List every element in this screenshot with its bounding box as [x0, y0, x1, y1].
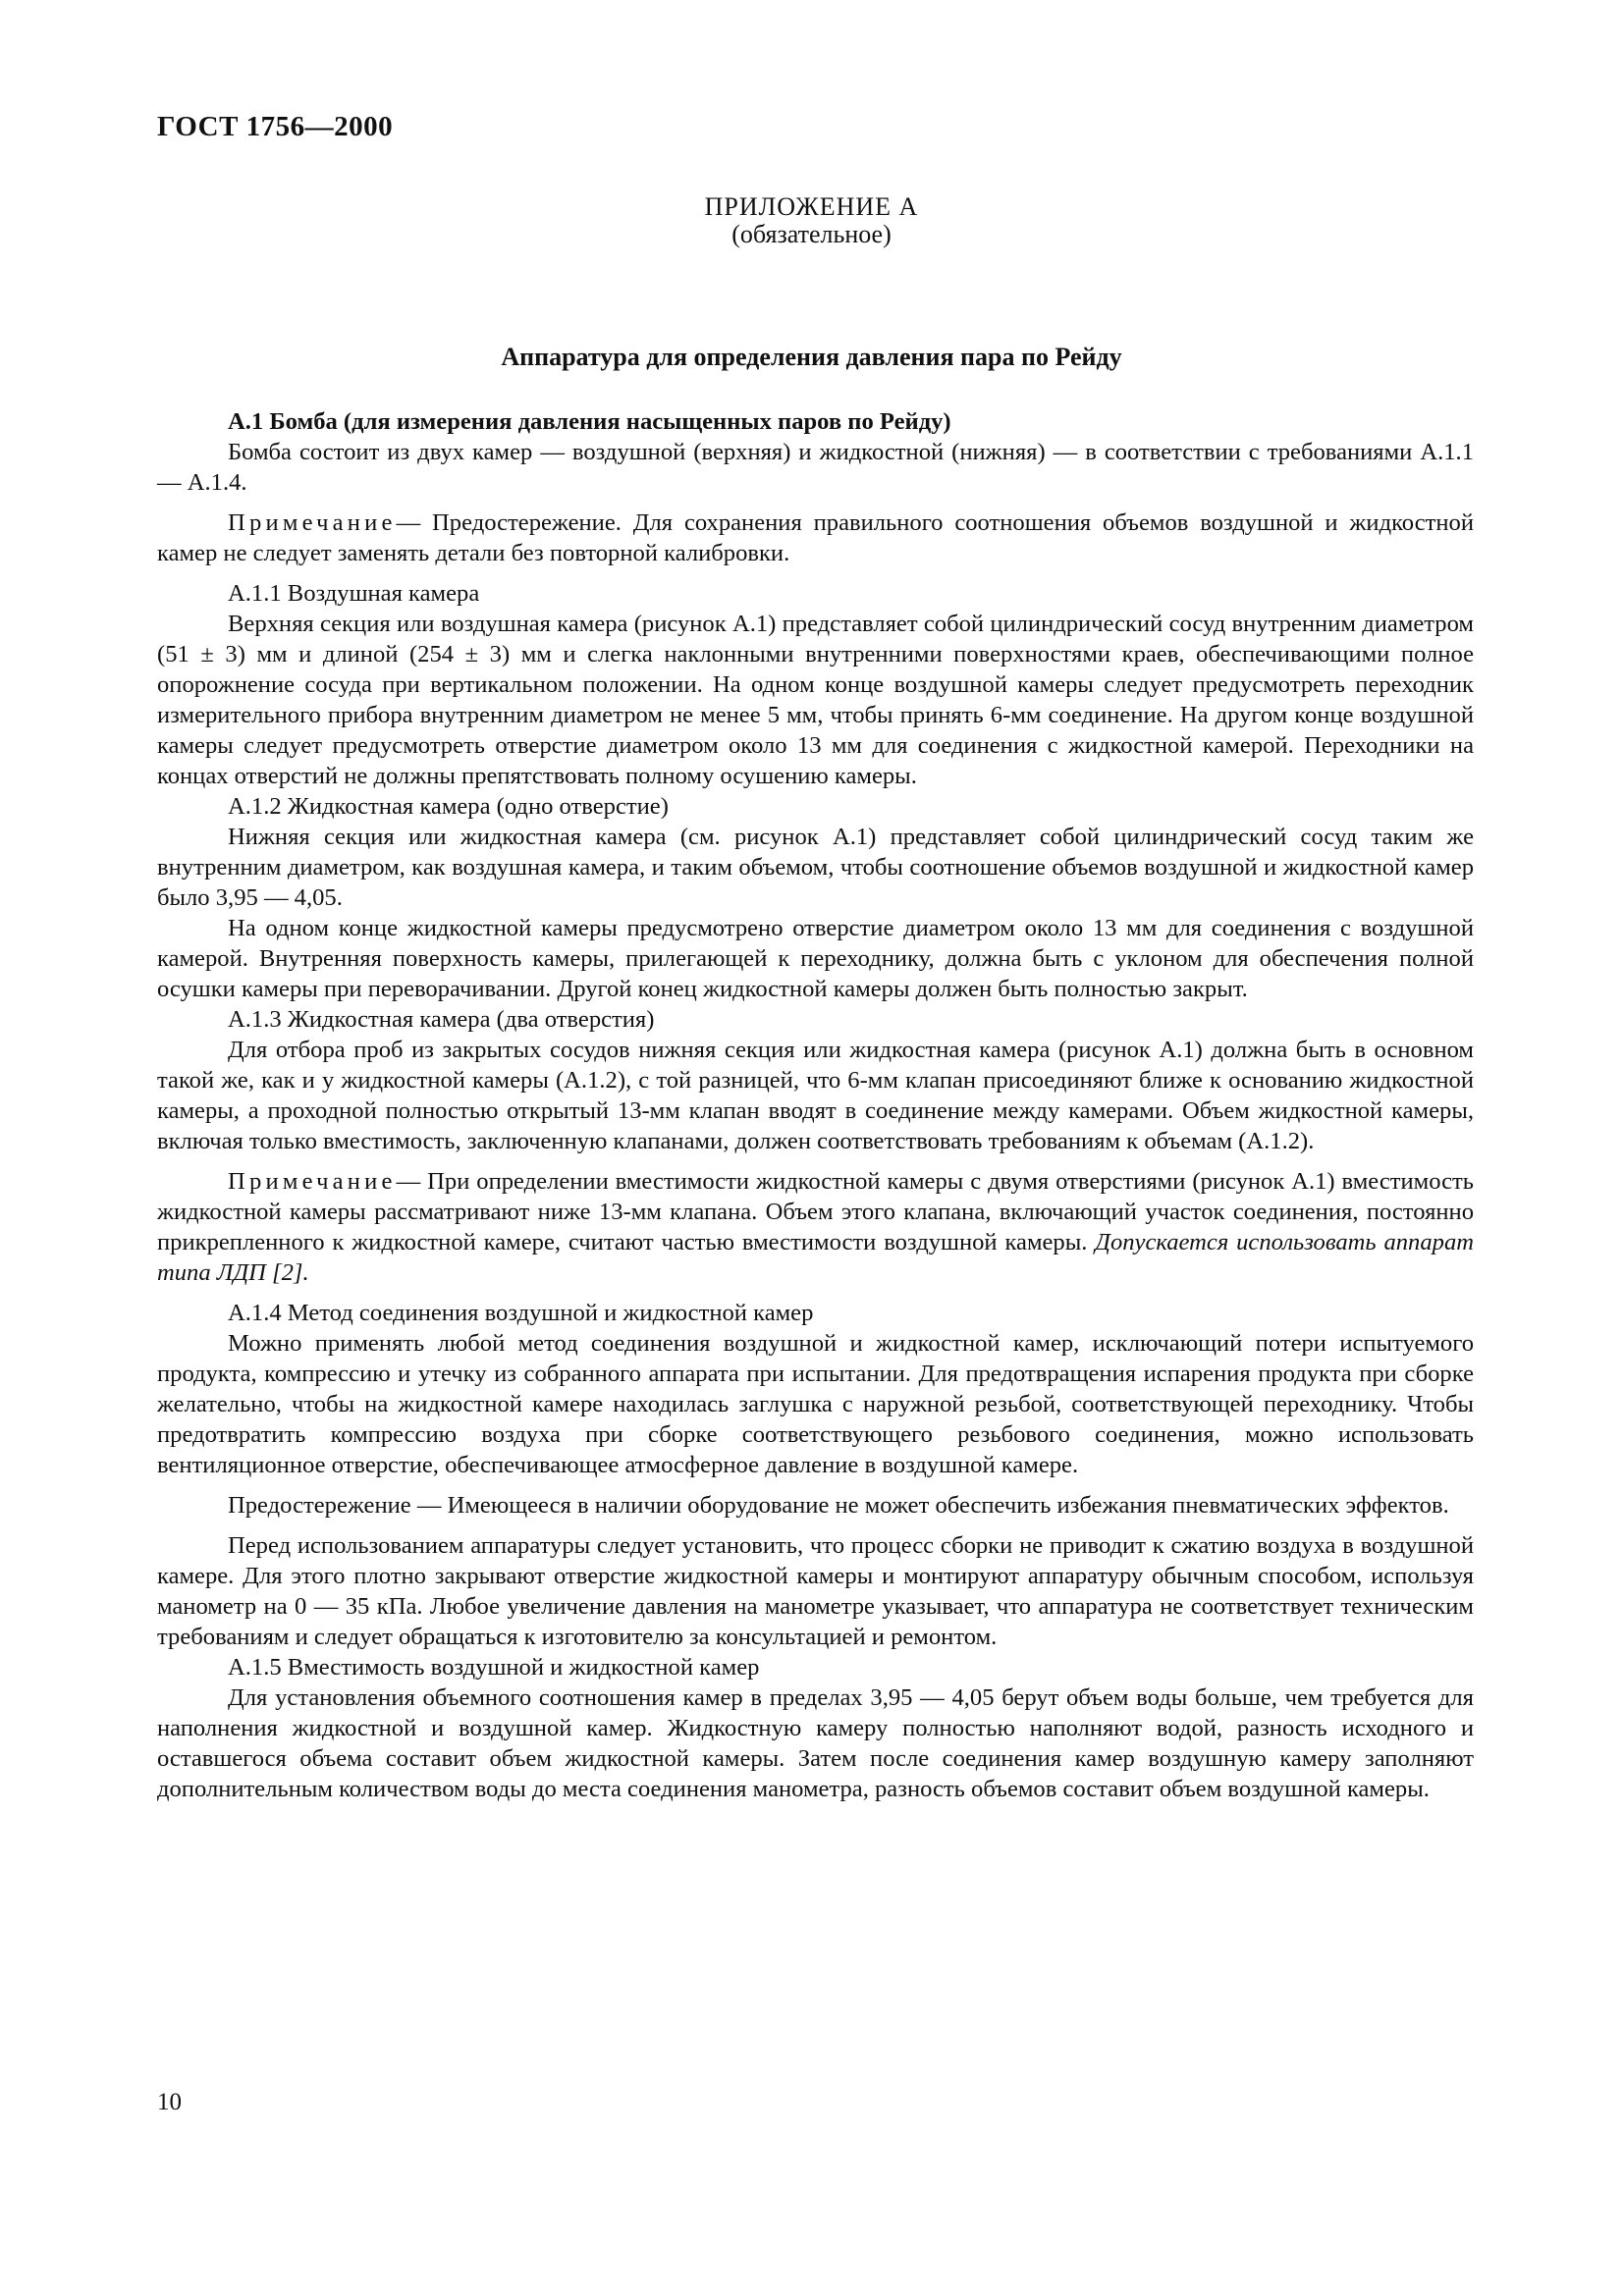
note-2	[157, 1166, 1474, 1288]
clause-a12-heading: А.1.2 Жидкостная камера (одно отверстие)	[228, 793, 669, 820]
clause-a1-heading	[157, 406, 1474, 437]
clause-a11-heading: А.1.1 Воздушная камера	[228, 580, 480, 607]
note-2-text: — При определении вместимости жидкостной камеры с двумя отверстиями (рисунок А.1) вместимость жидкостной камеры рассматривают ниже 13-мм клапана. Объем этого клапана, включающий участок соединения, постоянно прикрепленного к жидкостной камере, считают частью вместимости воздушной камеры.	[157, 1168, 1474, 1255]
document-code-header: ГОСТ 1756—2000	[157, 111, 394, 142]
note-1-text: — Предостережение. Для сохранения правильного соотношения объемов воздушной и жидкостной камер не следует заменять детали без повторной калибровки.	[157, 509, 1474, 566]
note-1-label: Примечание	[228, 509, 397, 536]
clause-a15-heading: А.1.5 Вместимость воздушной и жидкостной камер	[228, 1654, 760, 1681]
note-2-label: Примечание	[228, 1168, 397, 1195]
clause-a12-paragraph-1: Нижняя секция или жидкостная камера (см. рисунок А.1) представляет собой цилиндрический сосуд таким же внутренним диаметром, как воздушная камера, и таким объемом, чтобы соотношение объемов воздушной и жидкостной камер было 3,95 — 4,05.	[157, 824, 1474, 911]
appendix-status: (обязательное)	[731, 220, 892, 248]
clause-a14-paragraph: Можно применять любой метод соединения воздушной и жидкостной камер, исключающий потери испытуемого продукта, компрессию и утечку из собранного аппарата при испытании. Для предотвращения испарения продукта при сборке желательно, чтобы на жидкостной камере находилась заглушка с наружной резьбой, соответствующей переходнику. Чтобы предотвратить компрессию воздуха при сборке соответствующего резьбового соединения, можно использовать вентиляционное отверстие, обеспечивающее атмосферное давление в воздушной камере.	[157, 1330, 1474, 1478]
warning-paragraph: Предостережение — Имеющееся в наличии оборудование не может обеспечить избежания пневматических эффектов.	[228, 1492, 1449, 1519]
document-body	[157, 406, 1474, 1804]
clause-a12-paragraph-2: На одном конце жидкостной камеры предусмотрено отверстие диаметром около 13 мм для соединения с воздушной камерой. Внутренняя поверхность камеры, прилегающей к переходнику, должна быть с уклоном для обеспечения полной осушки камеры при переворачивании. Другой конец жидкостной камеры должен быть полностью закрыт.	[157, 915, 1474, 1002]
clause-a13-heading: А.1.3 Жидкостная камера (два отверстия)	[228, 1006, 655, 1033]
clause-a1-heading-text: А.1 Бомба (для измерения давления насыщенных паров по Рейду)	[228, 408, 951, 435]
clause-a14-heading: А.1.4 Метод соединения воздушной и жидкостной камер	[228, 1300, 814, 1326]
clause-a15-paragraph: Для установления объемного соотношения камер в пределах 3,95 — 4,05 берут объем воды больше, чем требуется для наполнения жидкостной и воздушной камер. Жидкостную камеру полностью наполняют водой, разность исходного и оставшегося объема составит объем жидкостной камеры. Затем после соединения камер воздушную камеру заполняют дополнительным количеством воды до места соединения манометра, разность объемов составит объем воздушной камеры.	[157, 1684, 1474, 1802]
page-number: 10	[157, 2089, 182, 2115]
clause-a11-paragraph: Верхняя секция или воздушная камера (рисунок А.1) представляет собой цилиндрический сосуд внутренним диаметром (51 ± 3) мм и длиной (254 ± 3) мм и слегка наклонными внутренними поверхностями краев, обеспечивающими полное опорожнение сосуда при вертикальном положении. На одном конце воздушной камеры следует предусмотреть переходник измерительного прибора внутренним диаметром не менее 5 мм, чтобы принять 6-мм соединение. На другом конце воздушной камеры следует предусмотреть отверстие диаметром около 13 мм для соединения с жидкостной камерой. Переходники на концах отверстий не должны препятствовать полному осушению камеры.	[157, 611, 1474, 789]
clause-a13-paragraph: Для отбора проб из закрытых сосудов нижняя секция или жидкостная камера (рисунок А.1) должна быть в основном такой же, как и у жидкостной камеры (А.1.2), с той разницей, что 6-мм клапан присоединяют ближе к основанию жидкостной камеры, а проходной полностью открытый 13-мм клапан вводят в соединение между камерами. Объем жидкостной камеры, включая только вместимость, заключенную клапанами, должен соответствовать требованиям к объемам (А.1.2).	[157, 1037, 1474, 1154]
section-main-title: Аппаратура для определения давления пара по Рейду	[501, 343, 1122, 371]
note-1	[157, 507, 1474, 568]
clause-a1-paragraph: Бомба состоит из двух камер — воздушной (верхняя) и жидкостной (нижняя) — в соответствии с требованиями А.1.1 — А.1.4.	[157, 439, 1474, 496]
appendix-title: ПРИЛОЖЕНИЕ А	[704, 192, 919, 221]
clause-a14-paragraph-2: Перед использованием аппаратуры следует установить, что процесс сборки не приводит к сжатию воздуха в воздушной камере. Для этого плотно закрывают отверстие жидкостной камеры и монтируют аппаратуру обычным способом, используя манометр на 0 — 35 кПа. Любое увеличение давления на манометре указывает, что аппаратура не соответствует техническим требованиям и следует обращаться к изготовителю за консультацией и ремонтом.	[157, 1532, 1474, 1650]
note-2-italic-text: Допускается использовать аппарат типа ЛДП [2].	[157, 1229, 1474, 1286]
